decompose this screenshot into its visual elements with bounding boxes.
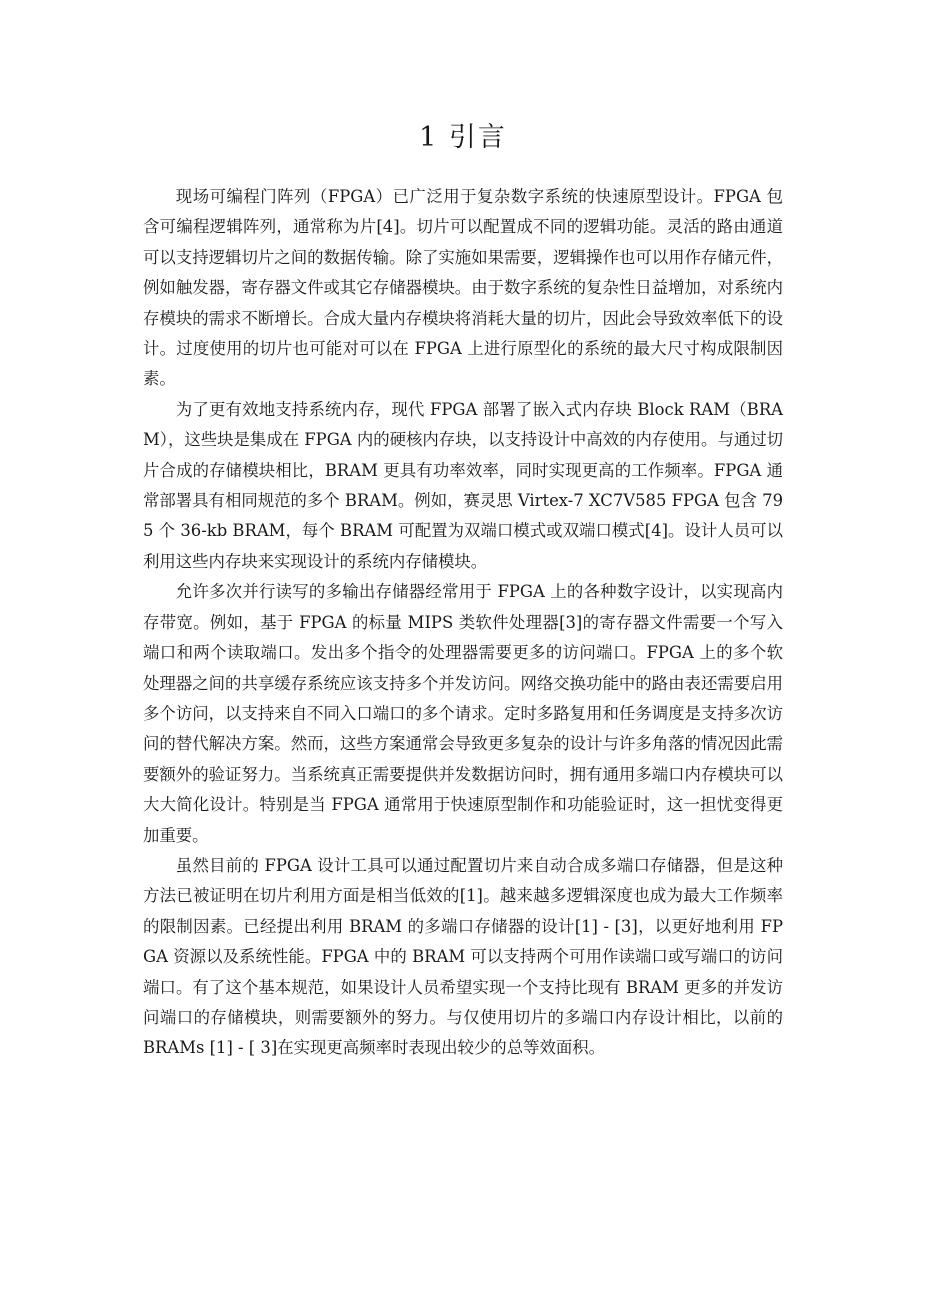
body-text xyxy=(143,182,783,1064)
section-title: 1 引言 xyxy=(419,122,507,153)
paragraph-2: 为了更有效地支持系统内存，现代 FPGA 部署了嵌入式内存块 Block RAM（BRAM），这些块是集成在 FPGA 内的硬核内存块，以支持设计中高效的内存使用。与通过切片合成的存储模块相比，BRAM 更具有功率效率，同时实现更高的工作频率。FPGA 通常部署具有相同规范的多个 BRAM。例如，赛灵思 Virtex-7 XC7V585 FPGA 包含 795 个 36-kb BRAM，每个 BRAM 可配置为双端口模式或双端口模式[4]。设计人员可以利用这些内存块来实现设计的系统内存储模块。 xyxy=(143,399,784,571)
paragraph-3: 允许多次并行读写的多输出存储器经常用于 FPGA 上的各种数字设计，以实现高内存带宽。例如，基于 FPGA 的标量 MIPS 类软件处理器[3]的寄存器文件需要一个写入端口和两个读取端口。发出多个指令的处理器需要更多的访问端口。FPGA 上的多个软处理器之间的共享缓存系统应该支持多个并发访问。网络交换功能中的路由表还需要启用多个访问，以支持来自不同入口端口的多个请求。定时多路复用和任务调度是支持多次访问的替代解决方案。然而，这些方案通常会导致更多复杂的设计与许多角落的情况因此需要额外的验证努力。当系统真正需要提供并发数据访问时，拥有通用多端口内存模块可以大大简化设计。特别是当 FPGA 通常用于快速原型制作和功能验证时，这一担忧变得更加重要。 xyxy=(143,582,783,845)
paragraph-4: 虽然目前的 FPGA 设计工具可以通过配置切片来自动合成多端口存储器，但是这种方法已被证明在切片利用方面是相当低效的[1]。越来越多逻辑深度也成为最大工作频率的限制因素。已经提出利用 BRAM 的多端口存储器的设计[1] - [3]，以更好地利用 FPGA 资源以及系统性能。FPGA 中的 BRAM 可以支持两个可用作读端口或写端口的访问端口。有了这个基本规范，如果设计人员希望实现一个支持比现有 BRAM 更多的并发访问端口的存储模块，则需要额外的努力。与仅使用切片的多端口内存设计相比，以前的 BRAMs [1] - [ 3]在实现更高频率时表现出较少的总等效面积。 xyxy=(143,855,783,1058)
paragraph-1: 现场可编程门阵列（FPGA）已广泛用于复杂数字系统的快速原型设计。FPGA 包含可编程逻辑阵列，通常称为片[4]。切片可以配置成不同的逻辑功能。灵活的路由通道可以支持逻辑切片之间的数据传输。除了实施如果需要，逻辑操作也可以用作存储元件，例如触发器，寄存器文件或其它存储器模块。由于数字系统的复杂性日益增加，对系统内存模块的需求不断增长。合成大量内存模块将消耗大量的切片，因此会导致效率低下的设计。过度使用的切片也可能对可以在 FPGA 上进行原型化的系统的最大尺寸构成限制因素。 xyxy=(143,187,783,389)
